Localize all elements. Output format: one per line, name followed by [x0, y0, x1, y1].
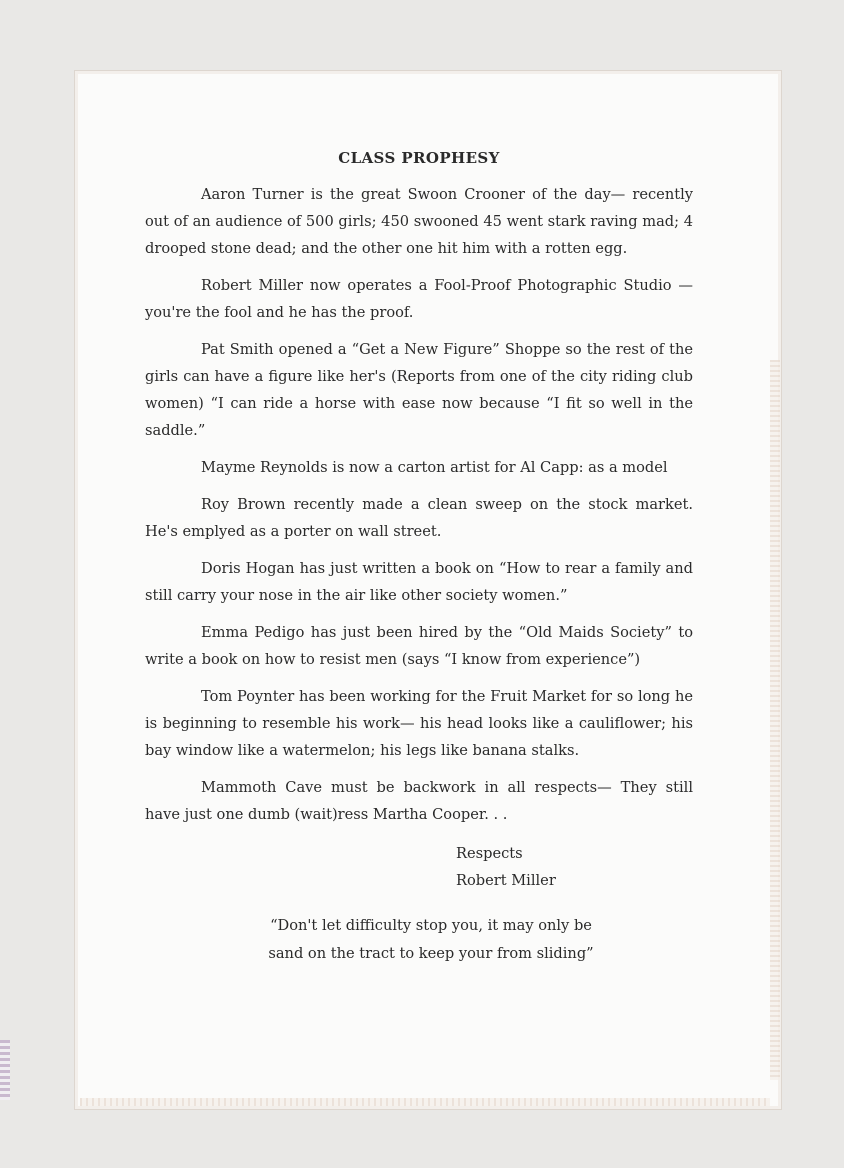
closing-quote: [145, 912, 693, 968]
page-edge-right: [770, 360, 780, 1080]
signature-block: [456, 840, 693, 894]
binding-edge: [0, 1040, 10, 1100]
document-title: CLASS PROPHESY: [338, 149, 500, 167]
paragraph-robert-miller: Robert Miller now operates a Fool-Proof Photographic Studio — you're the fool and he has the proof.: [145, 277, 693, 321]
paragraph-aaron-turner: Aaron Turner is the great Swoon Crooner of the day— recently out of an audience of 500 girls; 450 swooned 45 went stark raving mad; 4 drooped stone dead; and the other one hit him with a rotten egg.: [145, 186, 693, 257]
paragraph-mayme-reynolds: Mayme Reynolds is now a carton artist for Al Capp: as a model: [201, 459, 668, 476]
paragraph-mammoth-cave: Mammoth Cave must be backwork in all respects— They still have just one dumb (wait)ress Martha Cooper. . .: [145, 779, 693, 823]
paragraph-pat-smith: Pat Smith opened a “Get a New Figure” Shoppe so the rest of the girls can have a figure like her's (Reports from one of the city riding club women) “I can ride a horse with ease now because “I fit so well in the saddle.”: [145, 341, 693, 439]
page-edge-bottom: [80, 1098, 770, 1106]
paragraph-tom-poynter: Tom Poynter has been working for the Fruit Market for so long he is beginning to resemble his work— his head looks like a cauliflower; his bay window like a watermelon; his legs like banana stalks.: [145, 688, 693, 759]
quote-line-1: “Don't let difficulty stop you, it may only be: [270, 917, 592, 934]
document-content: [145, 145, 693, 968]
paragraph-roy-brown: Roy Brown recently made a clean sweep on the stock market. He's emplyed as a porter on wall street.: [145, 496, 693, 540]
paragraph-emma-pedigo: Emma Pedigo has just been hired by the “Old Maids Society” to write a book on how to resist men (says “I know from experience”): [145, 624, 693, 668]
signature-name: Robert Miller: [456, 872, 556, 889]
quote-line-2: sand on the tract to keep your from sliding”: [268, 945, 594, 962]
paragraph-doris-hogan: Doris Hogan has just written a book on “How to rear a family and still carry your nose in the air like other society women.”: [145, 560, 693, 604]
signature-closing: Respects: [456, 845, 523, 862]
